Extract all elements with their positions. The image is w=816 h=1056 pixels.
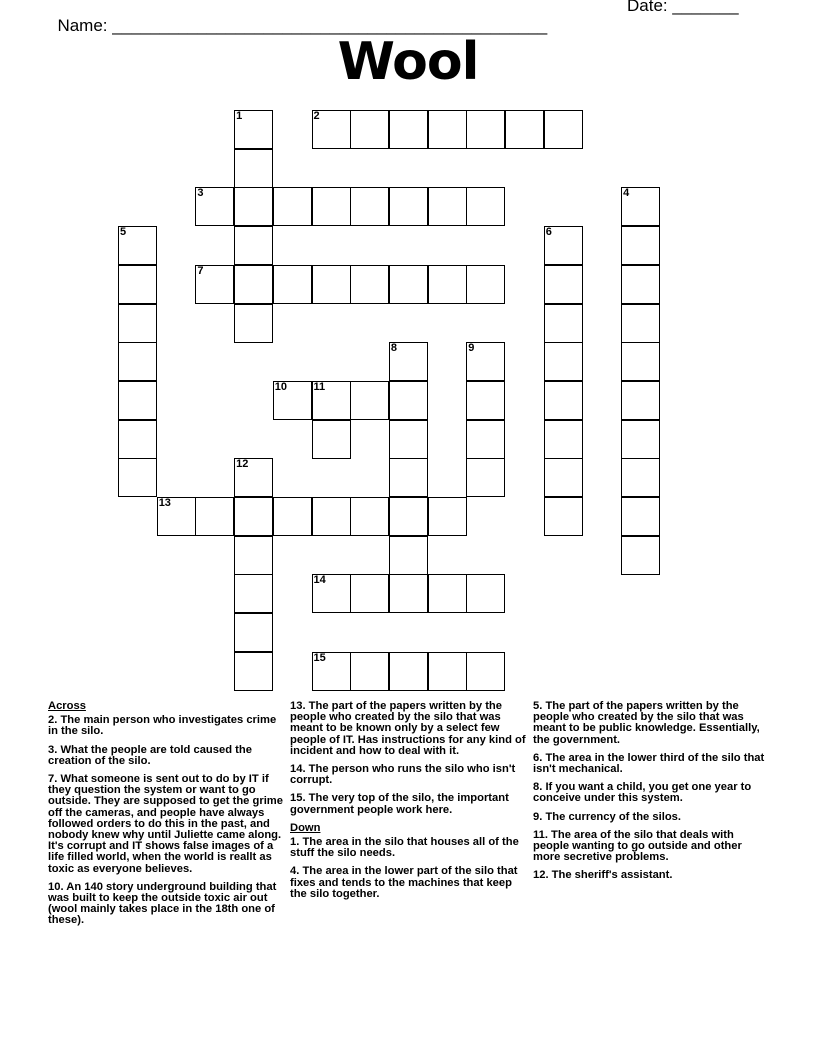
clue-item-text: The very top of the silo, the important government people work here. (290, 792, 509, 816)
crossword-cell[interactable] (118, 458, 157, 497)
crossword-cell[interactable] (118, 342, 157, 381)
clues-column-2 (290, 701, 528, 907)
clue-number: 6 (545, 226, 552, 239)
clue-item (533, 812, 771, 823)
down-heading: Down (290, 821, 321, 834)
clue-item-number: 10. (48, 880, 64, 893)
crossword-cell[interactable] (621, 458, 660, 497)
crossword-cell[interactable] (234, 304, 273, 343)
clue-number: 3 (197, 187, 204, 200)
crossword-cell[interactable] (389, 652, 428, 691)
crossword-cell[interactable] (312, 497, 351, 536)
clue-item (48, 715, 286, 737)
across-heading: Across (48, 700, 86, 712)
crossword-cell[interactable] (466, 265, 505, 304)
clue-number: 4 (623, 187, 630, 200)
crossword-cell[interactable] (195, 265, 234, 304)
crossword-cell[interactable] (312, 381, 351, 420)
crossword-cell[interactable] (544, 458, 583, 497)
clue-item-number: 2. (48, 714, 58, 727)
clue-item (533, 701, 771, 746)
clue-item-number: 9. (533, 810, 543, 823)
crossword-cell[interactable] (621, 265, 660, 304)
clue-item-number: 15. (290, 792, 306, 805)
crossword-cell[interactable] (466, 652, 505, 691)
clue-number: 8 (390, 342, 398, 355)
crossword-cell[interactable] (466, 187, 505, 226)
crossword-cell[interactable] (544, 381, 583, 420)
clue-item-text: The main person who investigates crime in the silo. (48, 714, 277, 738)
clue-item-text: The area of the silo that deals with people wanting to go outside and other more secretive problems. (533, 828, 742, 864)
clue-item (48, 882, 286, 927)
clue-item (533, 782, 771, 804)
clue-item (533, 830, 771, 864)
crossword-cell[interactable] (621, 381, 660, 420)
crossword-cell[interactable] (234, 613, 273, 652)
crossword-cell[interactable] (466, 342, 505, 381)
clue-item-number: 8. (533, 781, 543, 794)
crossword-cell[interactable] (389, 110, 428, 149)
crossword-cell[interactable] (234, 187, 273, 226)
crossword-cell[interactable] (195, 187, 234, 226)
clue-item-number: 6. (533, 751, 543, 764)
crossword-cell[interactable] (350, 652, 389, 691)
crossword-cell[interactable] (118, 265, 157, 304)
crossword-cell[interactable] (428, 652, 467, 691)
crossword-cell[interactable] (118, 420, 157, 459)
clue-item-text: The area in the lower part of the silo that fixes and tends to the machines that keep the silo together. (290, 865, 518, 900)
crossword-cell[interactable] (234, 265, 273, 304)
clue-item-number: 3. (48, 743, 58, 756)
crossword-cell[interactable] (234, 110, 273, 149)
puzzle-title: Wool (337, 32, 479, 92)
crossword-cell[interactable] (544, 304, 583, 343)
crossword-cell[interactable] (389, 574, 428, 613)
crossword-cell[interactable] (350, 497, 389, 536)
name-field-label: Name: ______________________________________________ (57, 16, 548, 35)
crossword-cell[interactable] (621, 497, 660, 536)
clue-item (48, 745, 286, 767)
crossword-cell[interactable] (544, 226, 583, 265)
crossword-cell[interactable] (350, 381, 389, 420)
crossword-cell[interactable] (234, 149, 273, 188)
crossword-cell[interactable] (157, 497, 196, 536)
clue-number: 1 (236, 110, 243, 122)
clue-item (290, 866, 528, 900)
crossword-cell[interactable] (466, 381, 505, 420)
crossword-cell[interactable] (234, 226, 273, 265)
clue-item (533, 753, 771, 775)
clue-item-text: If you want a child, you get one year to conceive under this system. (533, 781, 752, 805)
crossword-cell[interactable] (466, 420, 505, 459)
clue-item (48, 774, 286, 875)
crossword-cell[interactable] (428, 497, 467, 536)
crossword-cell[interactable] (389, 381, 428, 420)
crossword-cell[interactable] (389, 187, 428, 226)
clue-item-text: An 140 story underground building that was built to keep the outside toxic air out (wool mainly takes place in the 18th one of these). (48, 880, 277, 927)
clue-item-text: The currency of the silos. (545, 810, 681, 823)
clue-number: 11 (313, 380, 326, 393)
down-clue-list (290, 837, 528, 900)
clue-item-text: The area in the lower third of the silo that isn't mechanical. (533, 751, 765, 776)
crossword-cell[interactable] (350, 574, 389, 613)
crossword-cell[interactable] (544, 342, 583, 381)
crossword-cell[interactable] (389, 265, 428, 304)
clue-item-number: 1. (290, 836, 300, 849)
crossword-cell[interactable] (621, 304, 660, 343)
crossword-cell[interactable] (273, 265, 312, 304)
clue-item-text: The area in the silo that houses all of the stuff the silo needs. (290, 836, 519, 860)
crossword-cell[interactable] (389, 458, 428, 497)
clues-column-3 (533, 701, 771, 889)
clue-item-number: 5. (533, 700, 543, 712)
crossword-cell[interactable] (350, 265, 389, 304)
crossword-cell[interactable] (389, 536, 428, 575)
crossword-cell[interactable] (428, 574, 467, 613)
crossword-cell[interactable] (350, 187, 389, 226)
clue-number: 5 (120, 226, 127, 239)
clue-number: 7 (197, 264, 204, 277)
clue-item-number: 14. (290, 763, 306, 776)
clue-item (290, 837, 528, 859)
clue-number: 15 (313, 651, 326, 664)
crossword-cell[interactable] (544, 420, 583, 459)
crossword-cell[interactable] (312, 265, 351, 304)
crossword-cell[interactable] (312, 187, 351, 226)
crossword-cell[interactable] (234, 536, 273, 575)
crossword-cell[interactable] (312, 574, 351, 613)
crossword-cell[interactable] (389, 342, 428, 381)
crossword-cell[interactable] (312, 652, 351, 691)
clue-item (290, 701, 528, 757)
clue-number: 12 (236, 458, 249, 471)
crossword-cell[interactable] (466, 458, 505, 497)
crossword-cell[interactable] (621, 342, 660, 381)
clues-column-1 (48, 701, 286, 934)
crossword-cell[interactable] (621, 226, 660, 265)
crossword-cell[interactable] (428, 110, 467, 149)
down-clue-list-continued (533, 701, 771, 882)
clue-item-text: The sheriff's assistant. (551, 869, 673, 882)
crossword-cell[interactable] (428, 265, 467, 304)
across-clue-list-continued (290, 701, 528, 816)
clue-item-number: 7. (48, 773, 58, 786)
crossword-cell[interactable] (544, 110, 583, 149)
clue-item-text: The part of the papers written by the people who created by the silo that was meant to be public knowledge. Essentially, the government. (533, 700, 760, 746)
clue-item-number: 12. (533, 869, 549, 882)
crossword-cell[interactable] (273, 497, 312, 536)
clue-number: 14 (313, 574, 326, 587)
clue-item (290, 793, 528, 815)
crossword-cell[interactable] (195, 497, 234, 536)
crossword-cell[interactable] (621, 187, 660, 226)
clue-item-number: 11. (533, 828, 548, 841)
crossword-cell[interactable] (118, 381, 157, 420)
date-field-label: Date: _______ (627, 0, 739, 15)
crossword-cell[interactable] (466, 574, 505, 613)
crossword-cell[interactable] (389, 497, 428, 536)
crossword-cell[interactable] (118, 226, 157, 265)
clue-item-text: The part of the papers written by the people who created by the silo that was meant to be known only by a select few people of IT. Has instructions for any kind of incident and how to deal with it. (290, 700, 526, 757)
clue-number: 10 (274, 380, 288, 393)
crossword-cell[interactable] (544, 265, 583, 304)
clue-item-number: 4. (290, 865, 300, 878)
crossword-cell[interactable] (273, 187, 312, 226)
crossword-cell[interactable] (234, 497, 273, 536)
clue-item-text: The person who runs the silo who isn't corrupt. (290, 763, 516, 787)
clue-item (290, 764, 528, 786)
clue-item-text: What someone is sent out to do by IT if they question the system or want to go outside. They are supposed to get the grime off the cameras, and people have always followed orders to do this in the past, and nobody knew why until Juliette came along. It's corrupt and IT shows false images of a life filled world, when the world is reallt as toxic as everyone believes. (48, 773, 283, 875)
crossword-cell[interactable] (621, 420, 660, 459)
clue-number: 2 (313, 110, 320, 122)
crossword-cell[interactable] (273, 381, 312, 420)
crossword-cell[interactable] (350, 110, 389, 149)
crossword-cell[interactable] (389, 420, 428, 459)
crossword-cell[interactable] (234, 458, 273, 497)
crossword-cell[interactable] (505, 110, 544, 149)
clue-number: 9 (468, 342, 475, 355)
crossword-cell[interactable] (234, 652, 273, 691)
across-clue-list (48, 715, 286, 926)
crossword-cell[interactable] (544, 497, 583, 536)
crossword-cell[interactable] (428, 187, 467, 226)
crossword-cell[interactable] (118, 304, 157, 343)
clue-item-text: What the people are told caused the creation of the silo. (48, 743, 252, 767)
crossword-cell[interactable] (621, 536, 660, 575)
crossword-cell[interactable] (312, 110, 351, 149)
clue-number: 13 (158, 497, 171, 509)
clue-item (533, 870, 771, 881)
crossword-cell[interactable] (312, 420, 351, 459)
clue-item-number: 13. (290, 700, 306, 712)
crossword-cell[interactable] (466, 110, 505, 149)
crossword-cell[interactable] (234, 574, 273, 613)
